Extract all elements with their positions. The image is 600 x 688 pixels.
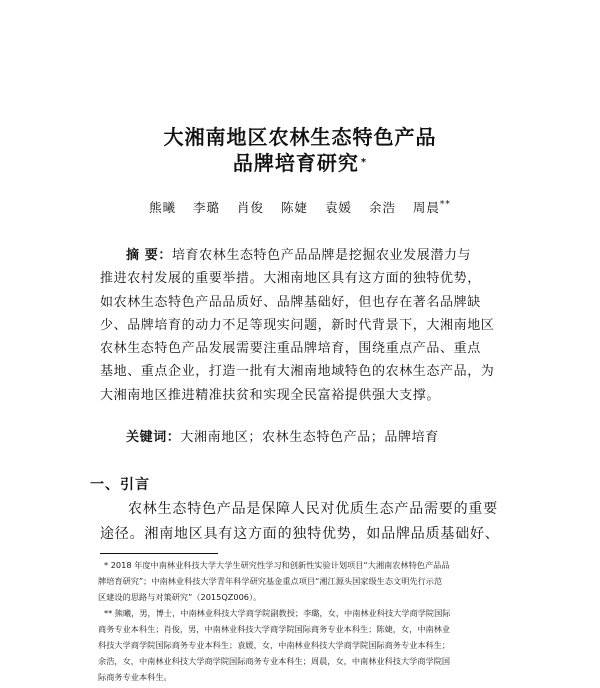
footnote-divider — [100, 553, 218, 554]
body-line: 途径。湘南地区具有这方面的独特优势，如品牌品质基础好、 — [100, 526, 500, 542]
abstract-label: 摘 要： — [126, 248, 172, 263]
keywords — [126, 426, 439, 445]
footnote-line: 牌培育研究”；中南林业科技大学青年科学研究基金重点项目“湘江源头国家级生态文明先行示范 — [98, 576, 443, 586]
footnote-line: * 2018 年度中南林业科技大学大学生研究性学习和创新性实验计划项目“大湘南农林特色产品品 — [104, 560, 450, 570]
footnote-line: 际商务专业本科生。 — [98, 672, 172, 682]
body-line: 农林生态特色产品是保障人民对优质生态产品需要的重要 — [128, 501, 498, 517]
body-paragraph — [100, 497, 520, 547]
footnote-line: 余浩，女，中南林业科技大学商学院国际商务专业本科生；周晨，女，中南林业科技大学商学院国 — [98, 656, 451, 666]
abstract-line: 推进农村发展的重要举措。大湘南地区具有这方面的独特优势， — [100, 271, 481, 287]
footnote-line: 科技大学商学院国际商务专业本科生；袁媛，女，中南林业科技大学商学院国际商务专业本科生； — [98, 640, 451, 650]
abstract-line: 基地、重点企业，打造一批有大湘南地域特色的农林生态产品，为 — [100, 364, 495, 380]
footnotes — [98, 557, 523, 685]
abstract-line: 农林生态特色产品发展需要注重品牌培育，围绕重点产品、重点 — [100, 341, 481, 357]
author-list — [0, 198, 600, 216]
keywords-text: 大湘南地区；农林生态特色产品；品牌培育 — [180, 430, 439, 445]
title-footnote-mark: * — [360, 157, 368, 168]
article-title-line-1: 大湘南地区农林生态特色产品 — [163, 125, 437, 149]
abstract — [100, 244, 510, 407]
footnote-line: ** 熊曦，男，博士，中南林业科技大学商学院副教授；李璐，女，中南林业科技大学商学院国际 — [104, 608, 451, 618]
footnote-line: 商务专业本科生；肖俊，男，中南林业科技大学商学院国际商务专业本科生；陈婕，女，中南林业 — [98, 624, 451, 634]
author-footnote-mark: ** — [439, 199, 451, 210]
abstract-line: 大湘南地区推进精准扶贫和实现全民富裕提供强大支撑。 — [100, 387, 441, 403]
abstract-line: 如农林生态特色产品品质好、品牌基础好，但也存在著名品牌缺 — [100, 294, 481, 310]
section-heading: 一、引言 — [90, 477, 150, 493]
abstract-text: 培育农林生态特色产品品牌是挖掘农业发展潜力与 — [171, 248, 472, 263]
footnote-line: 区建设的思路与对策研究”（2015QZ006）。 — [98, 592, 262, 602]
article-title-line-2-text: 品牌培育研究 — [232, 151, 359, 175]
author-names: 熊曦 李璐 肖俊 陈婕 袁媛 余浩 周晨 — [149, 200, 440, 215]
abstract-line: 少、品牌培育的动力不足等现实问题，新时代背景下，大湘南地区 — [100, 317, 495, 333]
article-title-line-2 — [0, 150, 600, 176]
keywords-label: 关键词： — [126, 430, 181, 445]
abstract-line — [100, 244, 510, 267]
